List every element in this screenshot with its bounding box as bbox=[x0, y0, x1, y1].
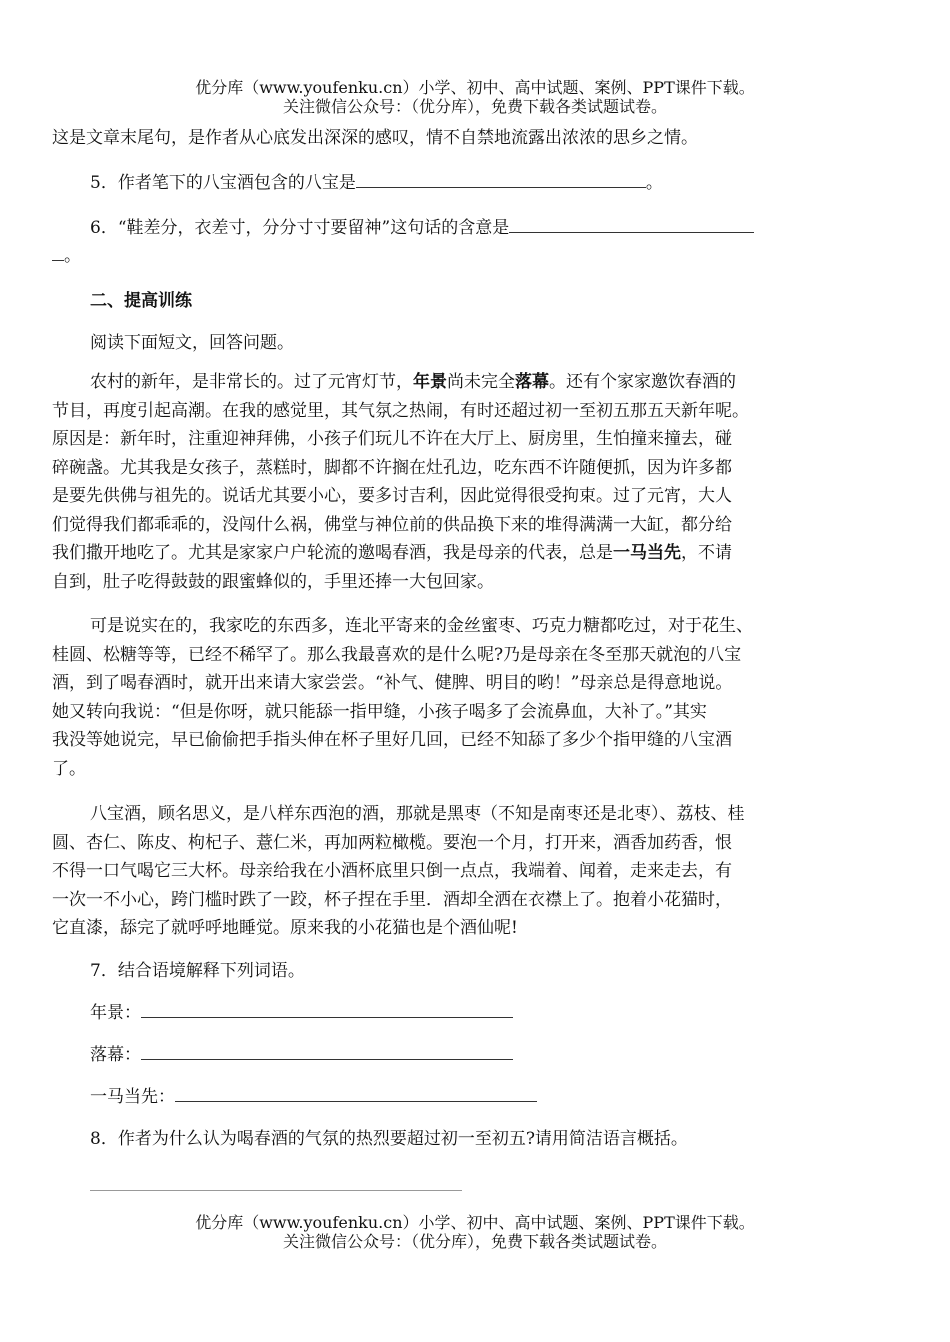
question-7-term-1: 年景： bbox=[52, 998, 513, 1023]
answer-blank-7-2[interactable] bbox=[141, 1045, 513, 1060]
term-nianjing: 年景 bbox=[413, 372, 447, 392]
question-7: 7．结合语境解释下列词语。 bbox=[90, 961, 305, 981]
question-7-term-2: 落幕： bbox=[52, 1040, 513, 1065]
section-2-title: 二、提高训练 bbox=[90, 291, 192, 311]
page-footer bbox=[0, 1213, 950, 1251]
answer-blank-7-3[interactable] bbox=[175, 1087, 537, 1102]
passage-paragraph-1: 农村的新年，是非常长的。过了元宵灯节，年景尚未完全落幕。还有个家家邀饮春酒的 节目，再度引起高潮。在我的感觉里，其气氛之热闹，有时还超过初一至初五那五天新年呢。 原因是：新年时，注重迎神拜佛，小孩子们玩儿不许在大厅上、厨房里，生怕撞来撞去，碰 碎碗盏。尤其我是女孩子，蒸糕时，脚都不许搁在灶孔边，吃东西不许随便抓，因为许多都 是要先供佛与祖先的。说话尤其要小心，要多讨吉利，因此觉得很受拘束。过了元宵，大人 们觉得我们都乖乖的，没闯什么祸，佛堂与神位前的供品换下来的堆得满满一大缸，都分给 我们撒开地吃了。尤其是家家户户轮流的邀喝春酒，我是母亲的代表，总是一马当先，不请 自到，肚子吃得鼓鼓的跟蜜蜂似的，手里还捧一大包回家。 bbox=[52, 372, 749, 592]
intro-line: 这是文章末尾句，是作者从心底发出深深的感叹，情不自禁地流露出浓浓的思乡之情。 bbox=[52, 128, 698, 148]
footer-line-1: 优分库（www.youfenku.cn）小学、初中、高中试题、案例、PPT课件下载。 bbox=[195, 1213, 755, 1232]
header-line-2: 关注微信公众号：（优分库），免费下载各类试题试卷。 bbox=[282, 97, 667, 116]
header-line-1: 优分库（www.youfenku.cn）小学、初中、高中试题、案例、PPT课件下载。 bbox=[195, 78, 755, 97]
answer-line-8[interactable] bbox=[90, 1190, 462, 1191]
answer-blank-7-1[interactable] bbox=[141, 1003, 513, 1018]
reading-instruction: 阅读下面短文，回答问题。 bbox=[90, 333, 294, 353]
answer-blank-5[interactable] bbox=[356, 173, 646, 188]
answer-blank-6-cont[interactable] bbox=[52, 246, 64, 261]
footer-line-2: 关注微信公众号：（优分库），免费下载各类试题试卷。 bbox=[282, 1232, 667, 1251]
term-luomu: 落幕 bbox=[515, 372, 549, 392]
question-6 bbox=[52, 214, 832, 270]
passage-paragraph-2: 可是说实在的，我家吃的东西多，连北平寄来的金丝蜜枣、巧克力糖都吃过，对于花生、 桂圆、松糖等等，已经不稀罕了。那么我最喜欢的是什么呢?乃是母亲在冬至那天就泡的八宝 酒，到了喝春酒时，就开出来请大家尝尝。“补气、健脾、明目的哟！”母亲总是得意地说。 她又转向我说：“但是你呀，就只能舔一指甲缝，小孩子喝多了会流鼻血，大补了。”其实 我没等她说完，早已偷偷把手指头伸在杯子里好几回，已经不知舔了多少个指甲缝的八宝酒 了。 bbox=[52, 616, 753, 779]
question-5 bbox=[52, 168, 663, 193]
question-8: 8．作者为什么认为喝春酒的气氛的热烈要超过初一至初五?请用简洁语言概括。 bbox=[90, 1129, 688, 1149]
passage-paragraph-3: 八宝酒，顾名思义，是八样东西泡的酒，那就是黑枣（不知是南枣还是北枣）、荔枝、桂 圆、杏仁、陈皮、枸杞子、薏仁米，再加两粒橄榄。要泡一个月，打开来，酒香加药香，恨 不得一口气喝它三大杯。母亲给我在小酒杯底里只倒一点点，我端着、闻着，走来走去，有 一次一不小心，跨门槛时跌了一跤，杯子捏在手里．酒却全洒在衣襟上了。抱着小花猫时， 它直漆，舔完了就呼呼地睡觉。原来我的小花猫也是个酒仙呢! bbox=[52, 804, 745, 938]
question-5-text: 5．作者笔下的八宝酒包含的八宝是 bbox=[90, 173, 356, 193]
question-6-text: 6．“鞋差分，衣差寸，分分寸寸要留神”这句话的含意是 bbox=[90, 218, 510, 238]
page-header bbox=[0, 78, 950, 116]
answer-blank-6[interactable] bbox=[509, 218, 754, 233]
question-5-end: 。 bbox=[645, 173, 663, 193]
question-6-end: 。 bbox=[64, 246, 81, 266]
question-7-term-3: 一马当先： bbox=[52, 1082, 537, 1107]
term-yimadangxian: 一马当先 bbox=[613, 543, 681, 563]
